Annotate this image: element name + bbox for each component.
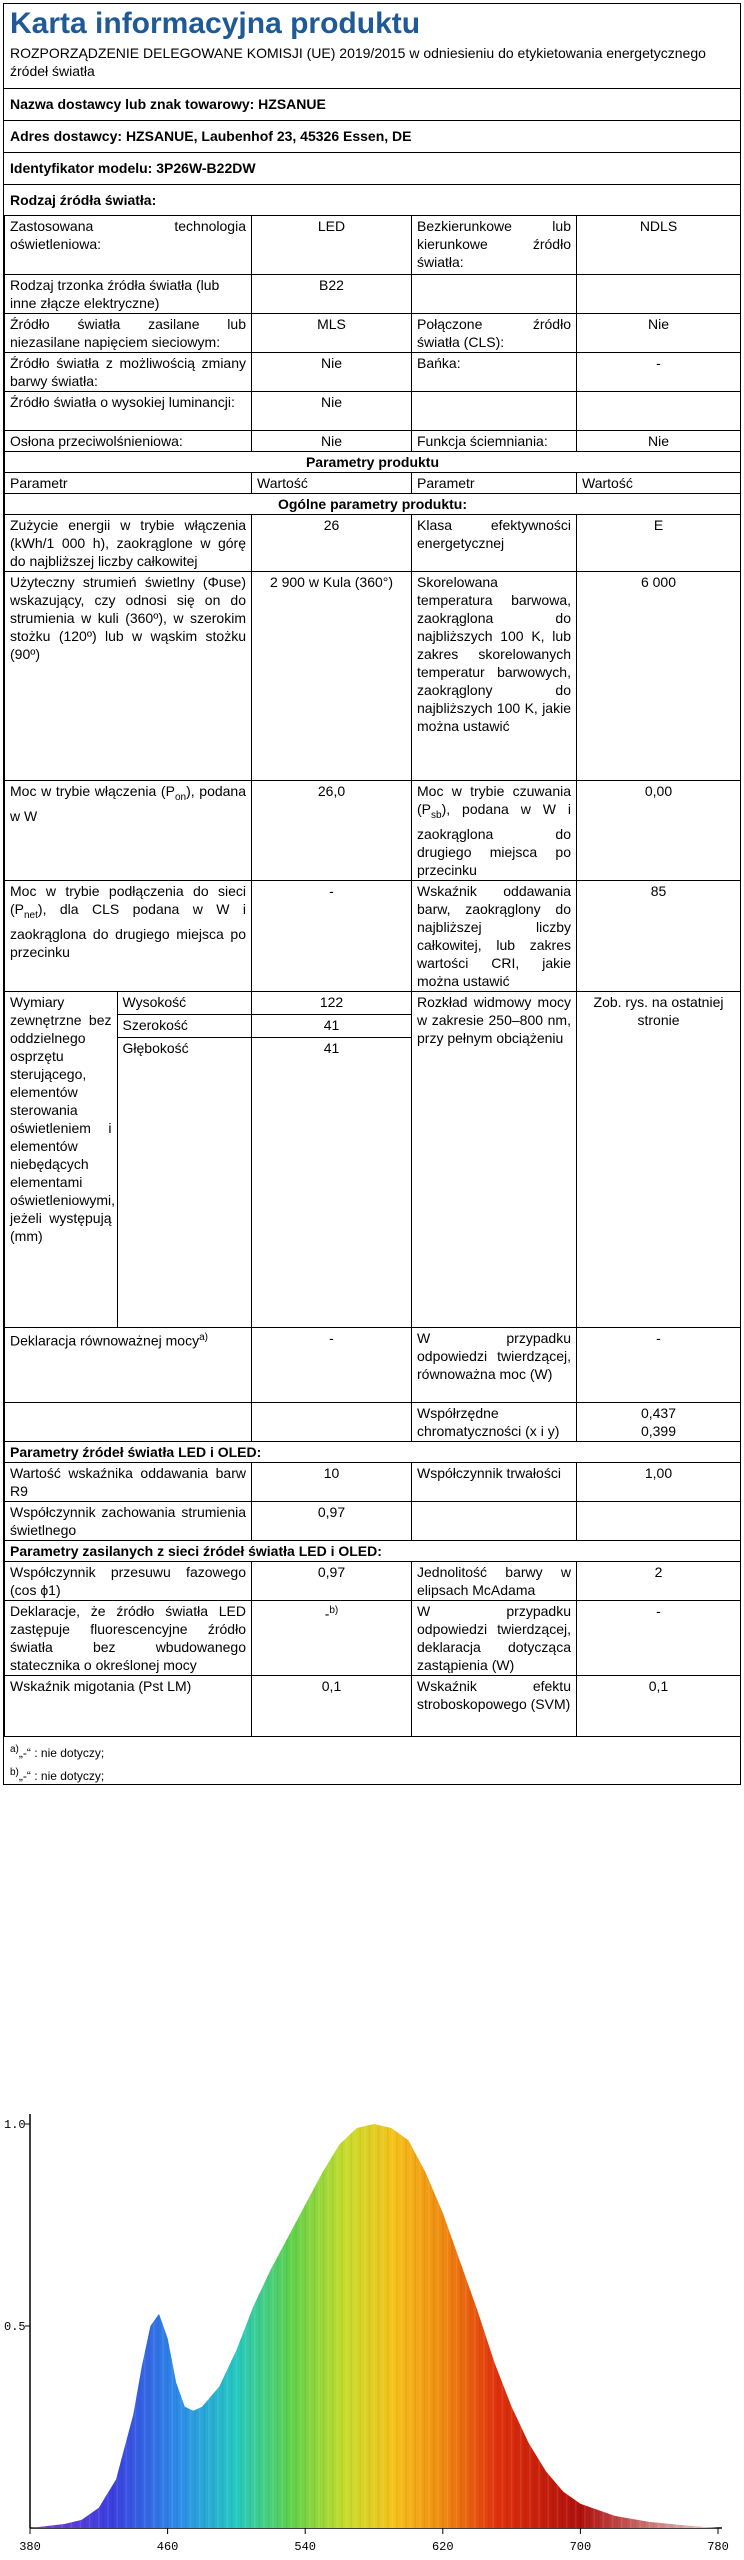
empty-cell — [117, 1060, 251, 1327]
replacement-power-value: - — [577, 1600, 741, 1675]
product-information-sheet — [3, 3, 741, 1785]
replacement-power-label: W przypadku odpowiedzi twierdzącej, deklaracja dotycząca zastąpienia (W) — [412, 1600, 577, 1675]
led-parameters-heading: Parametry źródeł światła LED i OLED: — [5, 1441, 741, 1462]
height-label: Wysokość — [117, 992, 251, 1015]
empty-cell — [412, 1501, 577, 1540]
height-value: 122 — [252, 992, 411, 1015]
spectral-distribution-value: Zob. rys. na ostatniej stronie — [577, 991, 741, 1327]
luminous-flux-value: 2 900 w Kula (360°) — [252, 572, 412, 781]
source-type-heading — [4, 185, 740, 216]
footnote-b-mark: b) — [329, 1604, 339, 1616]
fluorescent-replacement-label: Deklaracje, że źródło światła LED zastępuje fluorescencyjne źródło światła bez wbudowanego statecznika o określonej mocy — [5, 1600, 252, 1675]
standby-power-label-sub: sb — [431, 809, 442, 821]
supplier-address-label: Adres dostawcy: — [10, 128, 123, 144]
dimmable-label: Funkcja ściemniania: — [412, 431, 577, 452]
colour-consistency-label: Jednolitość barwy w elipsach McAdama — [412, 1561, 577, 1600]
networked-power-label-sub: net — [24, 909, 38, 921]
stroboscopic-metric-value: 0,1 — [577, 1675, 741, 1736]
mains-value: MLS — [252, 314, 412, 353]
footnote-b-text: „-“ : nie dotyczy; — [18, 1768, 105, 1783]
dimensions-subtable — [5, 992, 251, 1327]
table-row — [5, 1402, 741, 1441]
table-row — [5, 1327, 741, 1402]
on-mode-power-label-b: ), podana w W — [10, 783, 246, 824]
dimensions-label: Wymiary zewnętrzne bez oddzielnego osprzętu sterującego, elementów sterowania oświetleniem i elementów niebędących elementami oświetleniowymi, jeżeli występują (mm) — [5, 992, 117, 1327]
supplier-name-row — [4, 89, 740, 121]
table-row — [5, 1441, 741, 1462]
table-row — [5, 1600, 741, 1675]
r9-value: 10 — [252, 1462, 412, 1501]
source-type-table — [4, 215, 741, 1737]
equivalent-power-claim-text: Deklaracja równoważnej mocy — [10, 1332, 200, 1349]
networked-power-label-a: Moc w trybie podłączenia do sieci (P — [10, 882, 246, 917]
column-header-parameter: Parametr — [412, 473, 577, 494]
colour-rendering-label: Wskaźnik oddawania barw, zaokrąglony do najbliższej liczby całkowitej, lub zakres wartości CRI, jakie można ustawić — [412, 880, 577, 991]
empty-cell — [5, 1402, 252, 1441]
footnote-b — [10, 1765, 734, 1784]
empty-cell — [412, 392, 577, 431]
dimensions-values-subtable — [252, 992, 411, 1060]
model-identifier-label: Identyfikator modelu: — [10, 160, 153, 176]
general-parameters-heading: Ogólne parametry produktu: — [5, 494, 741, 515]
footnote-b-marker: b) — [10, 1766, 19, 1778]
page-title: Karta informacyjna produktu — [10, 7, 421, 40]
y-tick-label: 0.5 — [4, 2320, 26, 2334]
dimensions-cell — [5, 991, 252, 1327]
model-identifier-row — [4, 153, 740, 185]
displacement-factor-value: 0,97 — [252, 1561, 412, 1600]
table-row — [5, 275, 741, 314]
dimensions-values-cell — [252, 991, 412, 1327]
high-luminance-value: Nie — [252, 392, 412, 431]
energy-class-label: Klasa efektywności energetycznej — [412, 515, 577, 572]
colour-rendering-value: 85 — [577, 880, 741, 991]
depth-label: Głębokość — [117, 1037, 251, 1060]
x-tick-label: 780 — [707, 2540, 729, 2554]
empty-cell — [577, 275, 741, 314]
flicker-metric-value: 0,1 — [252, 1675, 412, 1736]
empty-cell — [577, 1501, 741, 1540]
footnotes — [4, 1736, 740, 1784]
energy-consumption-label: Zużycie energii w trybie włączenia (kWh/1 000 h), zaokrąglone w górę do najbliższej liczby całkowitej — [5, 515, 252, 572]
anti-glare-label: Osłona przeciwolśnieniowa: — [5, 431, 252, 452]
empty-cell — [577, 392, 741, 431]
footnote-a — [10, 1742, 734, 1761]
table-row — [5, 431, 741, 452]
table-row — [5, 452, 741, 473]
colour-consistency-value: 2 — [577, 1561, 741, 1600]
empty-cell — [252, 1402, 412, 1441]
x-tick-label: 380 — [19, 2540, 41, 2554]
table-row — [5, 1540, 741, 1561]
table-row — [5, 572, 741, 781]
x-tick-label: 700 — [569, 2540, 592, 2554]
x-tick-label: 540 — [294, 2540, 317, 2554]
lumen-maintenance-label: Współczynnik zachowania strumienia świetlnego — [5, 1501, 252, 1540]
table-row — [5, 781, 741, 881]
colour-tunable-value: Nie — [252, 353, 412, 392]
colour-temperature-value: 6 000 — [577, 572, 741, 781]
cls-label: Połączone źródło światła (CLS): — [412, 314, 577, 353]
standby-power-label-b: ), podana w W i zaokrąglona do drugiego miejsca po przecinku — [417, 801, 571, 878]
stroboscopic-metric-label: Wskaźnik efektu stroboskopowego (SVM) — [412, 1675, 577, 1736]
colour-tunable-label: Źródło światła z możliwością zmiany barwy światła: — [5, 353, 252, 392]
supplier-address-value: HZSANUE, Laubenhof 23, 45326 Essen, DE — [125, 128, 412, 144]
technology-value: LED — [252, 216, 412, 275]
table-row — [5, 314, 741, 353]
table-row — [5, 515, 741, 572]
supplier-name-value: HZSANUE — [258, 96, 326, 112]
networked-power-label — [5, 880, 252, 991]
standby-power-label-a: Moc w trybie czuwania (P — [417, 783, 571, 817]
regulation-reference: ROZPORZĄDZENIE DELEGOWANE KOMISJI (UE) 2019/2015 w odniesieniu do etykietowania energetycznego źródeł światła — [4, 42, 740, 89]
directionality-value: NDLS — [577, 216, 741, 275]
table-row — [5, 353, 741, 392]
mains-label: Źródło światła zasilane lub niezasilane napięciem sieciowym: — [5, 314, 252, 353]
chromaticity-value — [577, 1402, 741, 1441]
supplier-address-row — [4, 121, 740, 153]
x-tick-label: 460 — [156, 2540, 179, 2554]
envelope-value: - — [577, 353, 741, 392]
table-row — [5, 1462, 741, 1501]
table-row — [5, 216, 741, 275]
column-header-value: Wartość — [577, 473, 741, 494]
energy-class-value: E — [577, 515, 741, 572]
mains-parameters-heading: Parametry zasilanych z sieci źródeł światła LED i OLED: — [5, 1540, 741, 1561]
cls-value: Nie — [577, 314, 741, 353]
model-identifier-value: 3P26W-B22DW — [156, 160, 256, 176]
table-row — [5, 1675, 741, 1736]
column-header-value: Wartość — [252, 473, 412, 494]
table-row — [5, 473, 741, 494]
equivalent-power-claim-value: - — [252, 1327, 412, 1402]
r9-label: Wartość wskaźnika oddawania barw R9 — [5, 1462, 252, 1501]
colour-temperature-label: Skorelowana temperatura barwowa, zaokrąglona do najbliższych 100 K, lub zakres skorelowanych temperatur barwowych, zaokrąglony do najbliższych 100 K, jakie można ustawić — [412, 572, 577, 781]
table-row — [5, 392, 741, 431]
standby-power-label — [412, 781, 577, 881]
directionality-label: Bezkierunkowe lub kierunkowe źródło światła: — [412, 216, 577, 275]
table-row — [5, 880, 741, 991]
fluorescent-replacement-dash: - — [324, 1605, 330, 1622]
energy-consumption-value: 26 — [252, 515, 412, 572]
table-row — [5, 1501, 741, 1540]
envelope-label: Bańka: — [412, 353, 577, 392]
supplier-name-label: Nazwa dostawcy lub znak towarowy: — [10, 96, 255, 112]
spectral-distribution-label: Rozkład widmowy mocy w zakresie 250–800 nm, przy pełnym obciążeniu — [412, 991, 577, 1327]
survival-factor-value: 1,00 — [577, 1462, 741, 1501]
standby-power-value: 0,00 — [577, 781, 741, 881]
cap-type-value: B22 — [252, 275, 412, 314]
lumen-maintenance-value: 0,97 — [252, 1501, 412, 1540]
table-row — [5, 991, 741, 1327]
luminous-flux-label: Użyteczny strumień świetlny (Φuse) wskazujący, czy odnosi się on do strumienia w kuli (360º), w szerokim stożku (120º) lub w wąskim stożku (90º) — [5, 572, 252, 781]
equivalent-power-label: W przypadku odpowiedzi twierdzącej, równoważna moc (W) — [412, 1327, 577, 1402]
product-parameters-heading: Parametry produktu — [5, 452, 741, 473]
technology-label: Zastosowana technologia oświetleniowa: — [5, 216, 252, 275]
footnote-a-text: „-“ : nie dotyczy; — [18, 1745, 105, 1760]
high-luminance-label: Źródło światła o wysokiej luminancji: — [5, 392, 252, 431]
width-label: Szerokość — [117, 1014, 251, 1037]
table-row — [5, 1561, 741, 1600]
chromaticity-y: 0,399 — [640, 1422, 677, 1439]
depth-value: 41 — [252, 1037, 411, 1060]
survival-factor-label: Współczynnik trwałości — [412, 1462, 577, 1501]
x-tick-label: 620 — [431, 2540, 454, 2554]
flicker-metric-label: Wskaźnik migotania (Pst LM) — [5, 1675, 252, 1736]
width-value: 41 — [252, 1014, 411, 1037]
chromaticity-x: 0,437 — [640, 1404, 677, 1421]
chromaticity-label: Współrzędne chromatyczności (x i y) — [412, 1402, 577, 1441]
anti-glare-value: Nie — [252, 431, 412, 452]
column-header-parameter: Parametr — [5, 473, 252, 494]
networked-power-value: - — [252, 880, 412, 991]
table-row — [5, 494, 741, 515]
footnote-a-marker: a) — [10, 1743, 19, 1755]
displacement-factor-label: Współczynnik przesuwu fazowego (cos ϕ1) — [5, 1561, 252, 1600]
on-mode-power-value: 26,0 — [252, 781, 412, 881]
on-mode-power-label-sub: on — [174, 791, 187, 803]
networked-power-label-b: ), dla CLS podana w W i zaokrąglona do drugiego miejsca po przecinku — [10, 900, 246, 960]
dimmable-value: Nie — [577, 431, 741, 452]
spectral-distribution-chart — [0, 2080, 744, 2560]
equivalent-power-claim-label — [5, 1327, 252, 1402]
cap-type-label: Rodzaj trzonka źródła światła (lub inne złącze elektryczne) — [5, 275, 252, 314]
footnote-a-mark: a) — [199, 1331, 208, 1343]
fluorescent-replacement-value — [252, 1600, 412, 1675]
source-type-label: Rodzaj źródła światła: — [10, 192, 157, 208]
on-mode-power-label-a: Moc w trybie włączenia (P — [10, 783, 175, 799]
on-mode-power-label — [5, 781, 252, 881]
empty-cell — [412, 275, 577, 314]
equivalent-power-value: - — [577, 1327, 741, 1402]
y-tick-label: 1.0 — [4, 2118, 26, 2132]
